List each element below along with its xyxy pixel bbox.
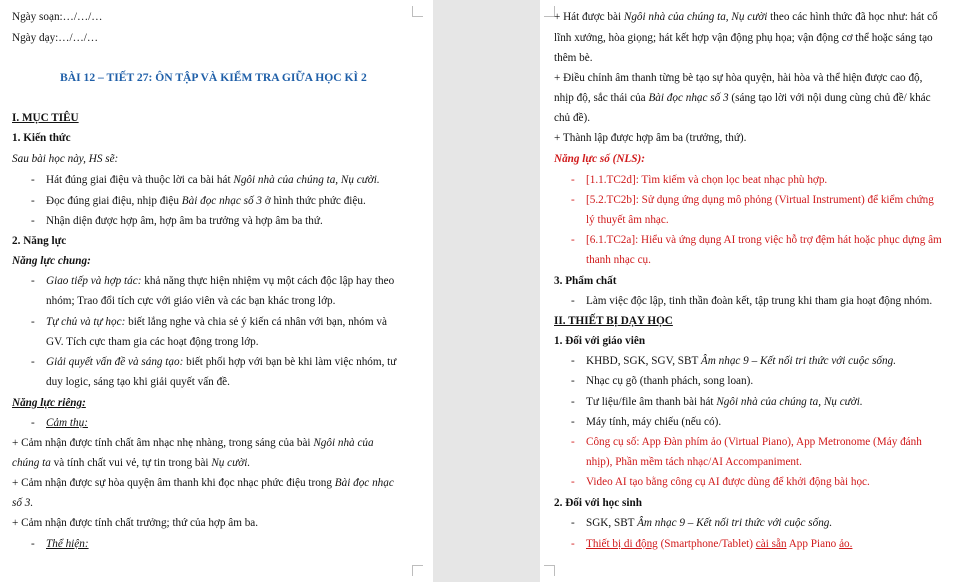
page-left[interactable] [0,0,433,582]
student-item-2: Thiết bị di động (Smartphone/Tablet) cài sẵn App Piano ảo. [586,538,853,550]
page-right[interactable] [540,0,977,582]
teacher-heading: 1. Đối với giáo viên [554,335,646,347]
digital-competency-3-cont: thanh nhạc cụ. [586,254,651,266]
general-competency-1-cont: nhóm; Trao đổi tích cực với giáo viên và các bạn khác trong lớp. [46,295,336,307]
page-corner-mark [412,6,423,17]
digital-competency-heading: Năng lực số (NLS): [554,153,645,165]
knowledge-intro: Sau bài học này, HS sẽ: [12,153,119,165]
knowledge-item-2: Đọc đúng giai điệu, nhịp điệu Bài đọc nhạc số 3 ở hình thức phức điệu. [46,195,366,207]
general-competency-3: Giải quyết vấn đề và sáng tạo: biết phối hợp với bạn bè khi làm việc nhóm, tư [46,356,397,368]
perception-item-2: + Cảm nhận được sự hòa quyện âm thanh khi đọc nhạc phức điệu trong Bài đọc nhạc [12,477,394,489]
performance-item-3: + Thành lập được hợp âm ba (trưởng, thứ). [554,132,747,144]
general-competency-2-cont: GV. Tích cực tham gia các hoạt động trong lớp. [46,336,259,348]
performance-item-2-cont: nhịp độ, sắc thái của Bài đọc nhạc số 3 (sáng tạo lời với nội dung cùng chủ đề/ khác [554,92,931,104]
teacher-item-1: KHBD, SGK, SGV, SBT Âm nhạc 9 – Kết nối tri thức với cuộc sống. [586,355,897,367]
date-taught: Ngày dạy:…/…/… [12,32,99,44]
teacher-item-6: Video AI tạo bằng công cụ AI được dùng để khởi động bài học. [586,476,870,488]
teacher-item-5-cont: nhịp), Phần mềm tách nhạc/AI Accompaniment. [586,456,802,468]
list-bullet: - [571,436,575,448]
list-bullet: - [571,194,575,206]
teacher-item-3: Tư liệu/file âm thanh bài hát Ngôi nhà của chúng ta, Nụ cười. [586,396,863,408]
perception-heading: Cảm thụ: [46,417,88,429]
qualities-heading: 3. Phẩm chất [554,275,617,287]
competency-heading: 2. Năng lực [12,235,67,247]
perception-item-3: + Cảm nhận được tính chất trưởng; thứ của hợp âm ba. [12,517,259,529]
list-bullet: - [31,356,35,368]
qualities-item-1: Làm việc độc lập, tinh thần đoàn kết, tập trung khi tham gia hoạt động nhóm. [586,295,933,307]
perception-item-1-cont: chúng ta và tính chất vui vẻ, tự tin trong bài Nụ cười. [12,457,251,469]
perception-item-2-cont: số 3. [12,497,34,509]
teacher-item-2: Nhạc cụ gõ (thanh phách, song loan). [586,375,754,387]
knowledge-heading: 1. Kiến thức [12,132,71,144]
list-bullet: - [571,538,575,550]
list-bullet: - [31,195,35,207]
list-bullet: - [571,416,575,428]
list-bullet: - [31,174,35,186]
list-bullet: - [31,417,35,429]
section-objectives-heading: I. MỤC TIÊU [12,112,79,124]
knowledge-item-3: Nhận diện được hợp âm, hợp âm ba trưởng và hợp âm ba thứ. [46,215,323,227]
page-corner-mark [412,565,423,576]
list-bullet: - [571,517,575,529]
teacher-item-4: Máy tính, máy chiếu (nếu có). [586,416,722,428]
specific-competency-heading: Năng lực riêng: [12,397,86,409]
general-competency-2: Tự chủ và tự học: biết lắng nghe và chia sẻ ý kiến cá nhân với bạn, nhóm và [46,316,387,328]
performance-item-1-cont2: thêm bè. [554,52,593,64]
list-bullet: - [571,396,575,408]
list-bullet: - [571,295,575,307]
student-item-1: SGK, SBT Âm nhạc 9 – Kết nối tri thức với cuộc sống. [586,517,833,529]
performance-item-2-cont2: chủ đề). [554,112,591,124]
perception-item-1: + Cảm nhận được tính chất âm nhạc nhẹ nhàng, trong sáng của bài Ngôi nhà của [12,437,374,449]
digital-competency-3: [6.1.TC2a]: Hiểu và ứng dụng AI trong việc hỗ trợ đệm hát hoặc phục dựng âm [586,234,942,246]
list-bullet: - [571,355,575,367]
list-bullet: - [571,476,575,488]
performance-item-1: + Hát được bài Ngôi nhà của chúng ta, Nụ cười theo các hình thức đã học như: hát cố [554,11,938,23]
teacher-item-5: Công cụ số: App Đàn phím ảo (Virtual Piano), App Metronome (Máy đánh [586,436,922,448]
section-equipment-heading: II. THIẾT BỊ DẠY HỌC [554,315,673,327]
student-heading: 2. Đối với học sinh [554,497,642,509]
general-competency-3-cont: duy logic, sáng tạo khi giải quyết vấn đề. [46,376,230,388]
general-competency-1: Giao tiếp và hợp tác: khả năng thực hiện nhiệm vụ một cách độc lập hay theo [46,275,395,287]
digital-competency-2: [5.2.TC2b]: Sử dụng ứng dụng mô phỏng (Virtual Instrument) để kiểm chứng [586,194,934,206]
list-bullet: - [31,215,35,227]
performance-heading: Thể hiện: [46,538,89,550]
digital-competency-1: [1.1.TC2d]: Tìm kiếm và chọn lọc beat nhạc phù hợp. [586,174,828,186]
list-bullet: - [31,275,35,287]
list-bullet: - [571,174,575,186]
list-bullet: - [571,234,575,246]
performance-item-1-cont: lĩnh xướng, hòa giọng; hát kết hợp vận động phụ họa; vận động cơ thể hoặc sáng tạo [554,32,933,44]
digital-competency-2-cont: lý thuyết âm nhạc. [586,214,669,226]
list-bullet: - [31,316,35,328]
general-competency-heading: Năng lực chung: [12,255,91,267]
list-bullet: - [31,538,35,550]
list-bullet: - [571,375,575,387]
date-prepared: Ngày soạn:…/…/… [12,11,103,23]
page-corner-mark [544,565,555,576]
knowledge-item-1: Hát đúng giai điệu và thuộc lời ca bài hát Ngôi nhà của chúng ta, Nụ cười. [46,174,380,186]
performance-item-2: + Điều chỉnh âm thanh từng bè tạo sự hòa quyện, hài hòa và thể hiện được cao độ, [554,72,923,84]
lesson-title: BÀI 12 – TIẾT 27: ÔN TẬP VÀ KIỂM TRA GIỮA HỌC KÌ 2 [60,71,367,84]
